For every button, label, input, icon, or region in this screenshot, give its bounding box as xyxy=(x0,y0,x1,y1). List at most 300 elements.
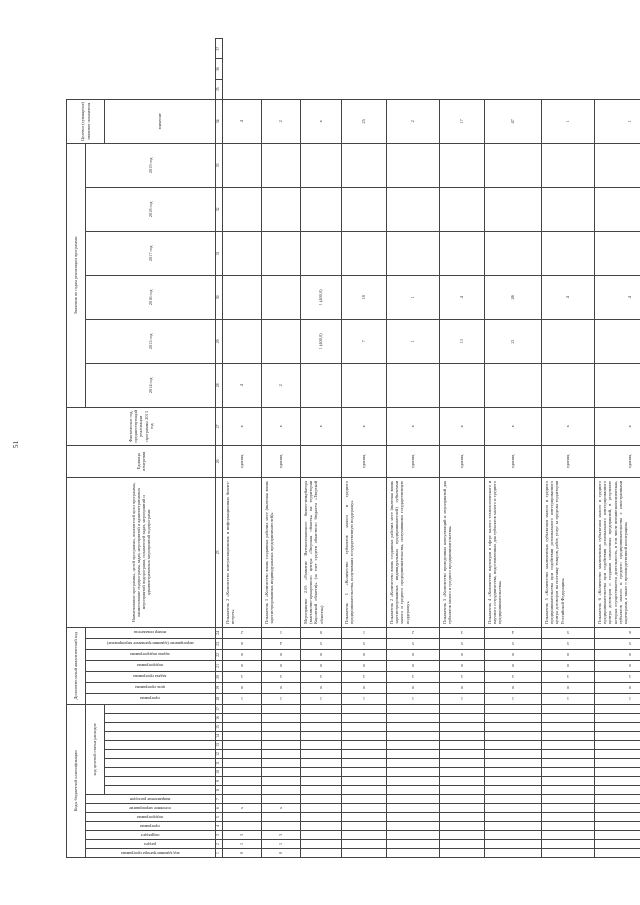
kbk-cell xyxy=(542,795,595,804)
kbk-cell xyxy=(387,804,440,813)
kbk-cell xyxy=(262,786,301,795)
column-number: 35 xyxy=(216,79,223,99)
dop-digit: 0 xyxy=(320,663,323,669)
dop-digit: 1 xyxy=(363,630,366,636)
fakt-cell: x xyxy=(542,407,595,445)
dop-cell xyxy=(301,649,342,660)
header-kbk-sub-label: раздел xyxy=(143,841,156,847)
column-number: 18 xyxy=(216,693,223,704)
page-number: 51 xyxy=(12,441,20,448)
dop-cell xyxy=(595,638,640,649)
dop-cell xyxy=(223,649,262,660)
kbk-cell xyxy=(387,813,440,822)
fakt-cell: x xyxy=(595,407,640,445)
kbk-cell xyxy=(223,777,262,786)
kbk-cell xyxy=(542,849,595,858)
dop-cell xyxy=(440,638,485,649)
dop-digit: 5 xyxy=(512,641,515,647)
column-number: 26 xyxy=(216,445,223,477)
kbk-cell xyxy=(262,795,301,804)
dop-digit: 3 xyxy=(629,674,632,680)
kbk-cell xyxy=(301,714,342,723)
kbk-cell xyxy=(542,786,595,795)
year-value-cell xyxy=(485,363,542,407)
kbk-cell xyxy=(387,777,440,786)
kbk-cell xyxy=(387,723,440,732)
unit-cell: единиц xyxy=(542,445,595,477)
kbk-cell xyxy=(262,741,301,750)
kbk-cell xyxy=(262,768,301,777)
header-kbk-sub-label: подпрограмма xyxy=(136,814,164,820)
header-dop-sub xyxy=(86,627,216,638)
dop-digit: 0 xyxy=(412,652,415,658)
dop-cell xyxy=(342,682,387,693)
dop-digit: 1 xyxy=(461,696,464,702)
dop-cell xyxy=(342,693,387,704)
header-celevoy-digit xyxy=(105,732,216,741)
year-value-cell xyxy=(542,143,595,187)
kbk-cell xyxy=(223,750,262,759)
kbk-cell xyxy=(595,741,640,750)
dop-cell xyxy=(342,671,387,682)
header-dop-sub xyxy=(86,693,216,704)
header-dop-sub-label: номер показателя xyxy=(133,630,166,636)
kbk-cell xyxy=(485,777,542,786)
column-number: 14 xyxy=(216,732,223,741)
year-value-cell xyxy=(595,231,640,275)
kbk-cell xyxy=(387,822,440,831)
dop-digit: 0 xyxy=(280,663,283,669)
year-value-cell xyxy=(485,187,542,231)
kbk-cell xyxy=(262,732,301,741)
kbk-cell xyxy=(595,831,640,840)
kbk-cell xyxy=(542,714,595,723)
kbk-cell xyxy=(485,831,542,840)
kbk-cell xyxy=(342,750,387,759)
dop-digit: 0 xyxy=(320,652,323,658)
dop-digit: 0 xyxy=(363,652,366,658)
kbk-cell xyxy=(595,804,640,813)
dop-cell xyxy=(262,693,301,704)
unit-cell: единиц xyxy=(485,445,542,477)
dop-cell xyxy=(262,671,301,682)
header-year: 2016 год xyxy=(86,275,216,319)
indicator-name: Показатель 4 «Количество партнеров в сфере малого технологического и научного сотрудничества, подготовленных для субъектов малого и среднего предпринимательства» xyxy=(485,477,542,627)
column-number: 10 xyxy=(216,768,223,777)
dop-digit: 3 xyxy=(461,630,464,636)
kbk-cell xyxy=(595,714,640,723)
year-value-cell xyxy=(301,187,342,231)
column-number: 24 xyxy=(216,627,223,638)
dop-cell xyxy=(342,638,387,649)
kbk-cell xyxy=(387,831,440,840)
kbk-cell xyxy=(342,849,387,858)
header-celevoy-digit xyxy=(105,704,216,713)
header-kbk-sub-label: направление расходов xyxy=(129,796,171,802)
kbk-cell: x xyxy=(262,804,301,813)
kbk-cell xyxy=(342,831,387,840)
kbk-cell xyxy=(595,723,640,732)
year-value-cell xyxy=(485,143,542,187)
dop-cell xyxy=(262,649,301,660)
program-indicators-table xyxy=(66,38,640,858)
dop-cell xyxy=(595,671,640,682)
year-value-cell xyxy=(542,363,595,407)
header-kbk-sub xyxy=(86,831,216,840)
kbk-cell xyxy=(301,822,342,831)
kbk-cell xyxy=(542,840,595,849)
dop-cell xyxy=(223,682,262,693)
kbk-cell xyxy=(301,804,342,813)
kbk-cell xyxy=(262,723,301,732)
kbk-cell xyxy=(440,822,485,831)
dop-cell xyxy=(387,649,440,660)
unit-cell: единиц xyxy=(342,445,387,477)
kbk-cell xyxy=(223,822,262,831)
unit-cell: единиц xyxy=(262,445,301,477)
dop-digit: 3 xyxy=(320,674,323,680)
year-value-cell: 1 xyxy=(387,275,440,319)
year-value-cell: 1 xyxy=(387,319,440,363)
indicator-name: Показатель 1 «Количество субъектов малого и среднего предпринимательства, получивших государственную поддержку» xyxy=(342,477,387,627)
kbk-cell xyxy=(485,822,542,831)
column-number: 20 xyxy=(216,671,223,682)
header-dop-sub xyxy=(86,638,216,649)
header-celevoy-digit xyxy=(105,741,216,750)
year-value-cell xyxy=(262,143,301,187)
kbk-cell xyxy=(485,723,542,732)
year-value-cell: 2 xyxy=(262,363,301,407)
kbk-cell xyxy=(262,750,301,759)
kbk-cell xyxy=(387,714,440,723)
column-number: 32 xyxy=(216,187,223,231)
kbk-cell xyxy=(342,741,387,750)
dop-digit: 3 xyxy=(412,674,415,680)
kbk-cell xyxy=(387,750,440,759)
dop-cell xyxy=(542,649,595,660)
unit-cell: единиц xyxy=(387,445,440,477)
kbk-cell xyxy=(223,786,262,795)
kbk-cell xyxy=(542,741,595,750)
kbk-cell xyxy=(440,786,485,795)
header-year: 2017 год xyxy=(86,231,216,275)
header-dop-sub xyxy=(86,649,216,660)
dop-digit: 0 xyxy=(280,652,283,658)
kbk-cell xyxy=(342,822,387,831)
kbk-cell xyxy=(440,704,485,713)
year-value-cell xyxy=(387,363,440,407)
year-value-cell xyxy=(342,143,387,187)
kbk-cell xyxy=(595,840,640,849)
year-value-cell xyxy=(440,143,485,187)
kbk-cell xyxy=(223,732,262,741)
indicator-name: Показатель 3 «Количество проведенных консультаций и мероприятий для субъектов малого и среднего предпринимательства» xyxy=(440,477,485,627)
kbk-cell xyxy=(301,831,342,840)
dop-cell xyxy=(542,671,595,682)
indicator-name: Мероприятие 2.05 «Развитие Вятскополянского бизнес-инкубатора (выставочно-ярмарочного центра «Тверская область» на территории Кировской области)» (за счет средств областного бюджета «Тверской области») xyxy=(301,477,342,627)
dop-cell xyxy=(262,660,301,671)
itog-cell: x xyxy=(301,99,342,143)
kbk-cell xyxy=(262,759,301,768)
column-number: 4 xyxy=(216,822,223,831)
header-kbk-sub xyxy=(86,795,216,804)
year-value-cell xyxy=(223,143,262,187)
kbk-cell: 3 xyxy=(223,831,262,840)
table-row xyxy=(542,39,595,858)
kbk-cell xyxy=(301,777,342,786)
itog-cell: 47 xyxy=(485,99,542,143)
year-value-cell xyxy=(485,231,542,275)
kbk-cell xyxy=(342,759,387,768)
year-value-cell xyxy=(595,143,640,187)
column-number: 17 xyxy=(216,704,223,713)
year-value-cell xyxy=(223,275,262,319)
kbk-cell xyxy=(223,813,262,822)
header-celevoy-digit xyxy=(105,777,216,786)
dop-digit: 0 xyxy=(363,663,366,669)
dop-cell xyxy=(595,660,640,671)
dop-digit: 0 xyxy=(363,685,366,691)
kbk-cell: 0 xyxy=(223,849,262,858)
year-value-cell xyxy=(387,187,440,231)
year-value-cell xyxy=(542,319,595,363)
dop-digit: 3 xyxy=(567,674,570,680)
header-unit: Единица измерения xyxy=(67,445,216,477)
dop-digit: 5 xyxy=(363,641,366,647)
year-value-cell xyxy=(387,231,440,275)
header-dop-sub xyxy=(86,682,216,693)
column-number: 27 xyxy=(216,407,223,445)
kbk-cell xyxy=(387,704,440,713)
dop-digit: 0 xyxy=(241,641,244,647)
kbk-cell xyxy=(542,822,595,831)
dop-digit: 0 xyxy=(320,630,323,636)
dop-cell xyxy=(223,660,262,671)
kbk-cell xyxy=(595,732,640,741)
dop-digit: 5 xyxy=(412,641,415,647)
year-value-cell: 1 (400,0) xyxy=(301,275,342,319)
kbk-cell xyxy=(542,750,595,759)
dop-cell xyxy=(223,693,262,704)
dop-digit: 1 xyxy=(241,696,244,702)
dop-digit: 3 xyxy=(280,674,283,680)
dop-digit: 1 xyxy=(629,696,632,702)
year-value-cell: 13 xyxy=(440,319,485,363)
header-celevoy-digit xyxy=(105,768,216,777)
dop-cell xyxy=(485,693,542,704)
column-number: 5 xyxy=(216,813,223,822)
kbk-cell xyxy=(440,759,485,768)
header-celevoy-digit xyxy=(105,759,216,768)
dop-cell xyxy=(262,682,301,693)
kbk-cell xyxy=(342,777,387,786)
dop-digit: 1 xyxy=(512,696,515,702)
header-dop-sub xyxy=(86,671,216,682)
kbk-cell: 1 xyxy=(223,840,262,849)
dop-cell xyxy=(485,682,542,693)
kbk-cell xyxy=(595,704,640,713)
kbk-cell xyxy=(595,795,640,804)
column-number: 13 xyxy=(216,741,223,750)
year-value-cell xyxy=(262,187,301,231)
dop-digit: 0 xyxy=(320,685,323,691)
header-dop-sub xyxy=(86,660,216,671)
kbk-cell xyxy=(440,795,485,804)
dop-digit: 3 xyxy=(461,674,464,680)
header-kbk: Коды бюджетной классификации xyxy=(67,704,86,857)
header-dop-sub-label: подпрограмма xyxy=(136,663,164,669)
column-number: 23 xyxy=(216,638,223,649)
column-number: 11 xyxy=(216,759,223,768)
dop-cell xyxy=(223,671,262,682)
dop-digit: 1 xyxy=(363,696,366,702)
year-value-cell xyxy=(301,143,342,187)
kbk-cell xyxy=(485,795,542,804)
column-number: 6 xyxy=(216,804,223,813)
dop-digit: 0 xyxy=(241,685,244,691)
year-value-cell xyxy=(542,231,595,275)
year-value-cell xyxy=(223,231,262,275)
indicator-name: Показатель 5 «Количество заключенных субъектами малого и среднего предпринимательства при содействии регионального интегрированного центра договоров на поставку товаров, работ, услуг за пределы территории Российской Федерации» xyxy=(542,477,595,627)
dop-digit: 1 xyxy=(320,696,323,702)
header-itog-sub: значение xyxy=(105,99,216,143)
kbk-cell xyxy=(485,714,542,723)
dop-cell xyxy=(542,682,595,693)
kbk-cell xyxy=(301,813,342,822)
year-value-cell xyxy=(440,363,485,407)
year-value-cell: 26 xyxy=(485,275,542,319)
kbk-cell xyxy=(595,759,640,768)
kbk-cell xyxy=(223,795,262,804)
header-years: Значения по годам реализации программы xyxy=(67,143,86,407)
year-value-cell xyxy=(440,187,485,231)
year-value-cell: 1 (400,0) xyxy=(301,319,342,363)
header-year: 2019 год xyxy=(86,143,216,187)
year-value-cell xyxy=(301,363,342,407)
year-value-cell xyxy=(301,231,342,275)
kbk-cell: 1 xyxy=(262,840,301,849)
column-number: 28 xyxy=(216,363,223,407)
table-row xyxy=(485,39,542,858)
dop-cell xyxy=(542,693,595,704)
rotated-table-container xyxy=(66,38,633,858)
kbk-cell xyxy=(301,786,342,795)
dop-cell xyxy=(485,671,542,682)
kbk-cell xyxy=(542,804,595,813)
dop-cell xyxy=(301,693,342,704)
year-value-cell: 21 xyxy=(485,319,542,363)
dop-digit: 0 xyxy=(512,685,515,691)
dop-cell xyxy=(342,660,387,671)
kbk-cell xyxy=(542,704,595,713)
dop-digit: 2 xyxy=(412,630,415,636)
column-number: 37 xyxy=(216,39,223,59)
kbk-cell xyxy=(440,804,485,813)
dop-cell xyxy=(485,638,542,649)
dop-cell xyxy=(387,638,440,649)
fakt-cell: x xyxy=(301,407,342,445)
indicator-name: Показатель 1 «Количество вновь созданных рабочих мест (включая вновь зарегистрированных индивидуальных предпринимателей)» xyxy=(262,477,301,627)
dop-cell xyxy=(595,693,640,704)
year-value-cell: 18 xyxy=(342,275,387,319)
dop-cell xyxy=(301,671,342,682)
kbk-cell xyxy=(440,741,485,750)
year-value-cell xyxy=(342,231,387,275)
table-row xyxy=(301,39,342,858)
dop-digit: 2 xyxy=(241,630,244,636)
header-kbk-sub xyxy=(86,822,216,831)
dop-cell xyxy=(595,649,640,660)
header-kbk-sub-label: основное мероприятие xyxy=(128,805,171,811)
year-value-cell: 4 xyxy=(440,275,485,319)
kbk-cell xyxy=(387,840,440,849)
table-row xyxy=(262,39,301,858)
column-number: 7 xyxy=(216,795,223,804)
kbk-cell xyxy=(342,804,387,813)
kbk-cell xyxy=(262,813,301,822)
kbk-cell xyxy=(262,714,301,723)
header-dop-sub-label: программа xyxy=(140,696,160,702)
kbk-cell xyxy=(342,768,387,777)
dop-digit: 6 xyxy=(629,630,632,636)
kbk-cell: x xyxy=(223,804,262,813)
kbk-cell xyxy=(342,786,387,795)
dop-digit: 5 xyxy=(461,641,464,647)
column-number: 12 xyxy=(216,750,223,759)
kbk-cell xyxy=(301,759,342,768)
itog-cell: 1 xyxy=(542,99,595,143)
year-value-cell xyxy=(342,187,387,231)
kbk-cell xyxy=(595,777,640,786)
kbk-cell xyxy=(387,768,440,777)
dop-cell xyxy=(301,682,342,693)
column-number: 16 xyxy=(216,714,223,723)
kbk-cell xyxy=(542,723,595,732)
itog-cell: 1 xyxy=(595,99,640,143)
year-value-cell xyxy=(440,231,485,275)
header-year: 2014 год xyxy=(86,363,216,407)
header-year: 2015 год xyxy=(86,319,216,363)
dop-digit: 0 xyxy=(241,652,244,658)
year-value-cell xyxy=(223,319,262,363)
header-kbk-sub-label: код администратора программы xyxy=(120,850,180,856)
header-celevoy-digit xyxy=(105,723,216,732)
table-row xyxy=(387,39,440,858)
column-number: 22 xyxy=(216,649,223,660)
dop-digit: 0 xyxy=(629,685,632,691)
kbk-cell xyxy=(542,831,595,840)
fakt-cell: x xyxy=(387,407,440,445)
dop-digit: 0 xyxy=(241,663,244,669)
header-celevoy-digit xyxy=(105,714,216,723)
year-value-cell xyxy=(262,231,301,275)
kbk-cell xyxy=(342,840,387,849)
kbk-cell xyxy=(440,714,485,723)
kbk-cell xyxy=(485,704,542,713)
header-kbk-sub xyxy=(86,840,216,849)
dop-cell xyxy=(387,693,440,704)
kbk-cell xyxy=(223,759,262,768)
kbk-cell xyxy=(542,759,595,768)
year-value-cell xyxy=(595,319,640,363)
column-number: 30 xyxy=(216,275,223,319)
kbk-cell xyxy=(223,741,262,750)
itog-cell: 17 xyxy=(440,99,485,143)
dop-digit: 0 xyxy=(461,685,464,691)
unit-cell: единиц xyxy=(223,445,262,477)
header-kbk-sub xyxy=(86,813,216,822)
dop-digit: 0 xyxy=(461,663,464,669)
